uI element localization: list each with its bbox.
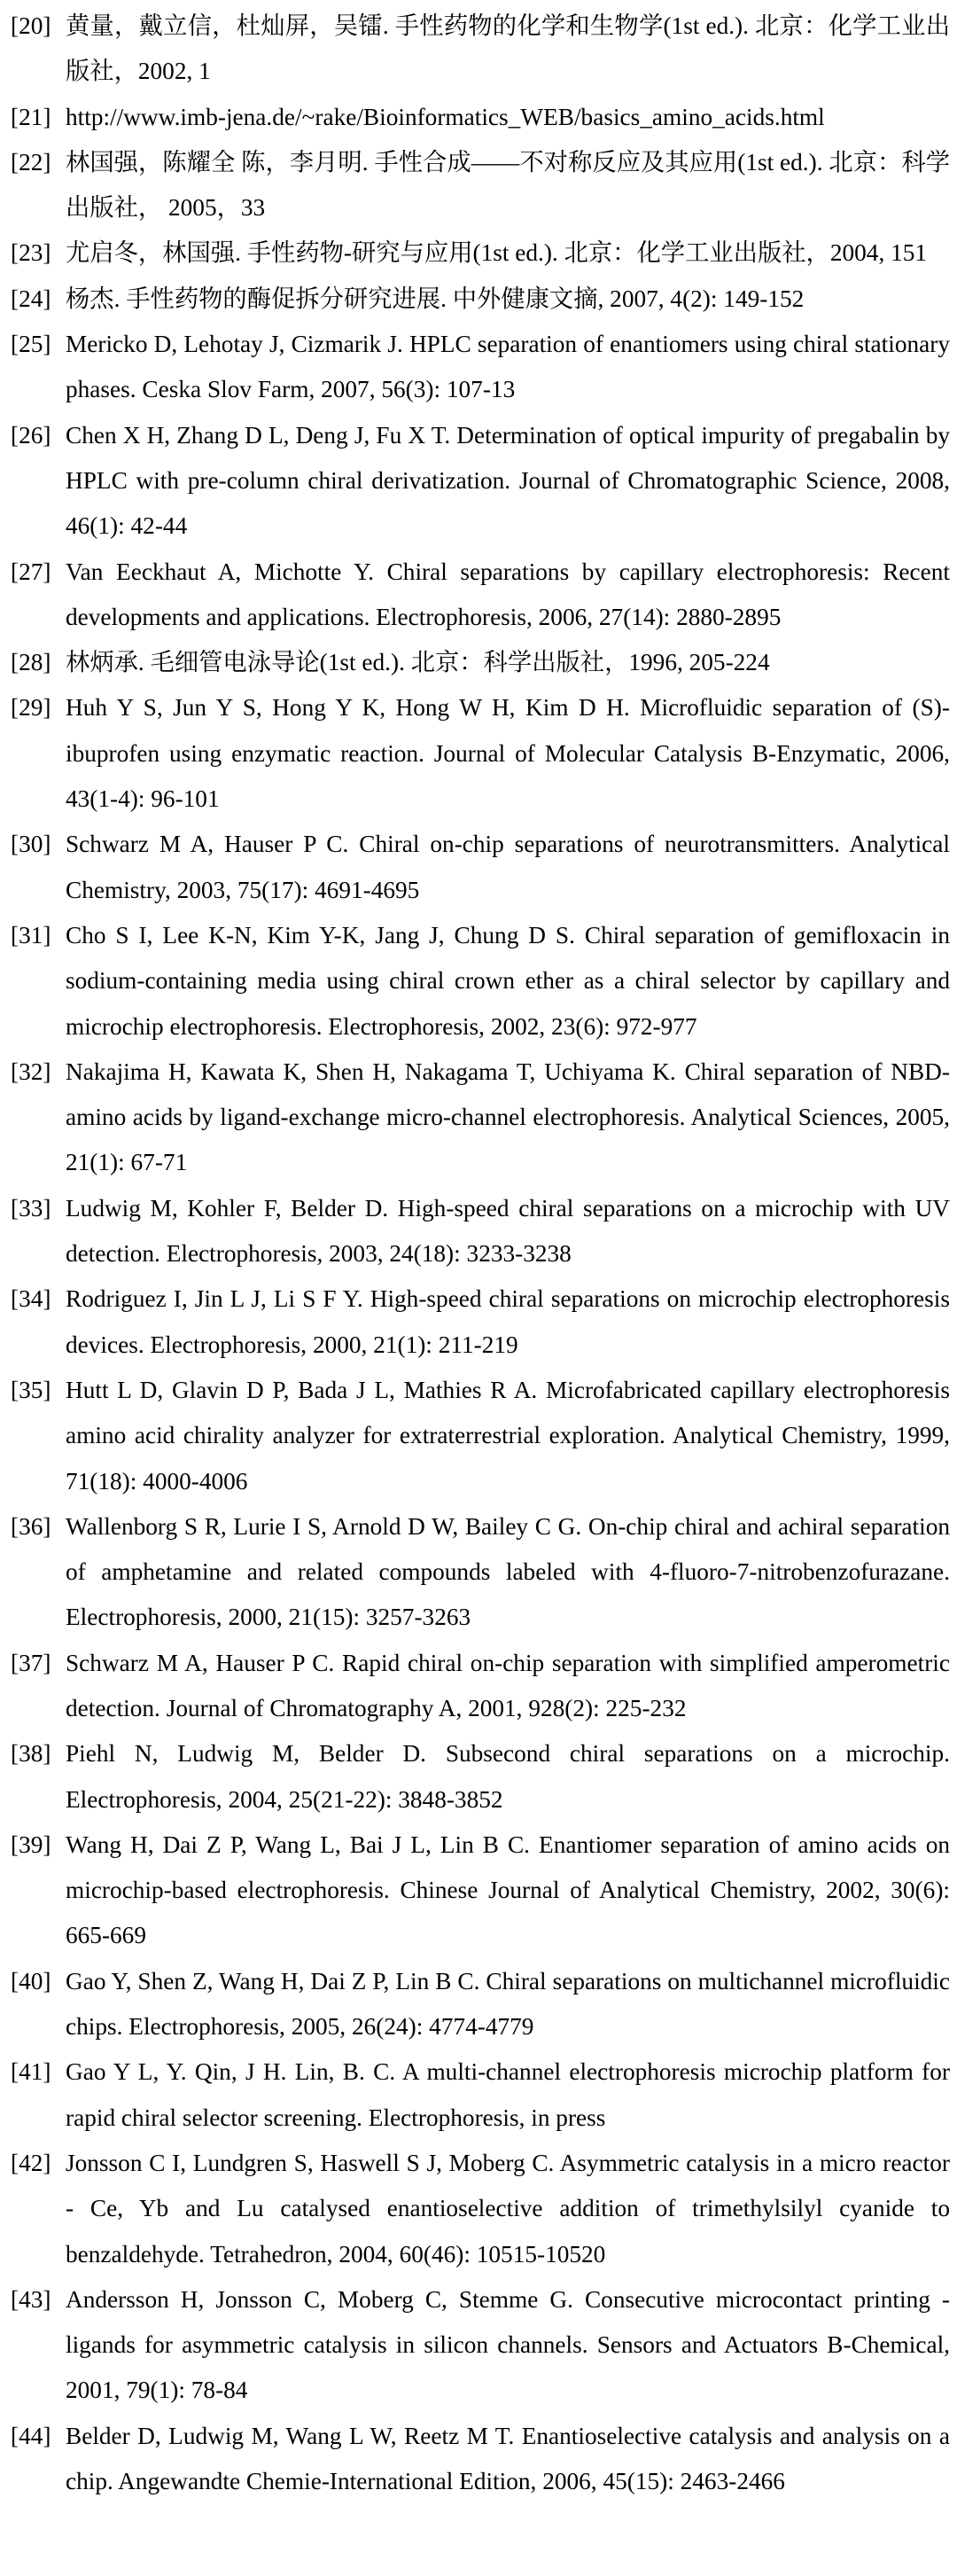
reference-text: 尤启冬，林国强. 手性药物-研究与应用(1st ed.). 北京：化学工业出版社，2004, 151 (66, 239, 928, 267)
reference-number: [43] (11, 2285, 51, 2313)
reference-entry (11, 95, 950, 140)
reference-entry (11, 1641, 950, 1732)
reference-text: Ludwig M, Kohler F, Belder D. High-speed chiral separations on a microchip with UV detection. Electrophoresis, 2003, 24(18): 3233-3238 (66, 1194, 950, 1268)
reference-number: [22] (11, 148, 51, 176)
reference-text: Wallenborg S R, Lurie I S, Arnold D W, Bailey C G. On-chip chiral and achiral separation of amphetamine and related compounds labeled with 4-fluoro-7-nitrobenzofurazane. Electrophoresis, 2000, 21(15): 3257-3263 (66, 1512, 950, 1631)
reference-text: Belder D, Ludwig M, Wang L W, Reetz M T. Enantioselective catalysis and analysis on a chip. Angewandte Chemie-International Edition, 2006, 45(15): 2463-2466 (66, 2422, 950, 2495)
reference-number: [44] (11, 2422, 51, 2449)
reference-entry (11, 2049, 950, 2141)
reference-entry (11, 140, 950, 231)
reference-number: [30] (11, 831, 51, 858)
reference-number: [42] (11, 2149, 51, 2176)
reference-text: 林炳承. 毛细管电泳导论(1st ed.). 北京：科学出版社，1996, 205-224 (66, 649, 770, 676)
reference-text: Andersson H, Jonsson C, Moberg C, Stemme G. Consecutive microcontact printing - ligands for asymmetric catalysis in silicon channels. Sensors and Actuators B-Chemical, 2001, 79(1): 78-84 (66, 2285, 950, 2404)
reference-entry (11, 1368, 950, 1504)
reference-entry (11, 913, 950, 1050)
reference-entry (11, 230, 950, 276)
reference-entry (11, 1823, 950, 1959)
reference-text: http://www.imb-jena.de/~rake/Bioinformatics_WEB/basics_amino_acids.html (66, 103, 825, 130)
reference-number: [21] (11, 103, 51, 130)
reference-entry (11, 685, 950, 822)
reference-entry (11, 1186, 950, 1277)
reference-entry (11, 1504, 950, 1641)
reference-text: Wang H, Dai Z P, Wang L, Bai J L, Lin B C. Enantiomer separation of amino acids on microchip-based electrophoresis. Chinese Journal of Analytical Chemistry, 2002, 30(6): 665-669 (66, 1831, 950, 1949)
reference-number: [31] (11, 921, 51, 948)
reference-entry (11, 413, 950, 550)
reference-number: [29] (11, 694, 51, 722)
reference-number: [37] (11, 1649, 51, 1676)
reference-entry (11, 4, 950, 95)
reference-text: 黄量，戴立信，杜灿屏，吴镭. 手性药物的化学和生物学(1st ed.). 北京：化学工业出版社，2002, 1 (66, 12, 950, 85)
reference-text: Schwarz M A, Hauser P C. Rapid chiral on-chip separation with simplified amperometric detection. Journal of Chromatography A, 2001, 928(2): 225-232 (66, 1649, 950, 1721)
reference-entry (11, 2141, 950, 2277)
reference-number: [38] (11, 1740, 51, 1768)
reference-entry (11, 1731, 950, 1823)
reference-text: Jonsson C I, Lundgren S, Haswell S J, Moberg C. Asymmetric catalysis in a micro reactor - Ce, Yb and Lu catalysed enantioselective addition of trimethylsilyl cyanide to benzaldehyde. Tetrahedron, 2004, 60(46): 10515-10520 (66, 2149, 950, 2268)
reference-text: Van Eeckhaut A, Michotte Y. Chiral separations by capillary electrophoresis: Recent developments and applications. Electrophoresis, 2006, 27(14): 2880-2895 (66, 558, 950, 630)
reference-number: [39] (11, 1831, 51, 1858)
reference-text: Gao Y, Shen Z, Wang H, Dai Z P, Lin B C. Chiral separations on multichannel microfluidic chips. Electrophoresis, 2005, 26(24): 4774-4779 (66, 1967, 950, 2041)
reference-number: [24] (11, 285, 51, 312)
reference-entry (11, 550, 950, 641)
reference-entry (11, 2277, 950, 2414)
reference-text: 杨杰. 手性药物的酶促拆分研究进展. 中外健康文摘, 2007, 4(2): 149-152 (66, 285, 805, 312)
reference-text: Piehl N, Ludwig M, Belder D. Subsecond chiral separations on a microchip. Electrophoresis, 2004, 25(21-22): 3848-3852 (66, 1740, 950, 1813)
reference-entry (11, 2414, 950, 2505)
reference-entry (11, 822, 950, 913)
reference-text: Nakajima H, Kawata K, Shen H, Nakagama T, Uchiyama K. Chiral separation of NBD-amino acids by ligand-exchange micro-channel electrophoresis. Analytical Sciences, 2005, 21(1): 67-71 (66, 1058, 950, 1176)
reference-text: Huh Y S, Jun Y S, Hong Y K, Hong W H, Kim D H. Microfluidic separation of (S)-ibuprofen using enzymatic reaction. Journal of Molecular Catalysis B-Enzymatic, 2006, 43(1-4): 96-101 (66, 694, 950, 813)
reference-number: [40] (11, 1967, 51, 1994)
reference-text: Hutt L D, Glavin D P, Bada J L, Mathies R A. Microfabricated capillary electrophoresis amino acid chirality analyzer for extraterrestrial exploration. Analytical Chemistry, 1999, 71(18): 4000-4006 (66, 1376, 950, 1495)
reference-number: [25] (11, 331, 51, 358)
reference-text: Gao Y L, Y. Qin, J H. Lin, B. C. A multi-channel electrophoresis microchip platform for rapid chiral selector screening. Electrophoresis, in press (66, 2058, 950, 2131)
reference-text: Rodriguez I, Jin L J, Li S F Y. High-speed chiral separations on microchip electrophoresis devices. Electrophoresis, 2000, 21(1): 211-219 (66, 1285, 950, 1358)
reference-number: [33] (11, 1194, 51, 1222)
reference-text: 林国强，陈耀全 陈，李月明. 手性合成——不对称反应及其应用(1st ed.). 北京：科学出版社， 2005，33 (66, 148, 950, 222)
reference-text: Mericko D, Lehotay J, Cizmarik J. HPLC separation of enantiomers using chiral stationary phases. Ceska Slov Farm, 2007, 56(3): 107-13 (66, 331, 950, 403)
reference-text: Chen X H, Zhang D L, Deng J, Fu X T. Determination of optical impurity of pregabalin by HPLC with pre-column chiral derivatization. Journal of Chromatographic Science, 2008, 46(1): 42-44 (66, 421, 950, 540)
reference-number: [34] (11, 1285, 51, 1313)
reference-number: [32] (11, 1058, 51, 1085)
reference-entry (11, 322, 950, 413)
reference-number: [28] (11, 649, 51, 676)
reference-entry (11, 640, 950, 685)
reference-number: [36] (11, 1512, 51, 1540)
reference-number: [35] (11, 1376, 51, 1403)
reference-text: Cho S I, Lee K-N, Kim Y-K, Jang J, Chung D S. Chiral separation of gemifloxacin in sodium-containing media using chiral crown ether as a chiral selector by capillary and microchip electrophoresis. Electrophoresis, 2002, 23(6): 972-977 (66, 921, 950, 1040)
reference-entry (11, 1050, 950, 1186)
reference-text: Schwarz M A, Hauser P C. Chiral on-chip separations of neurotransmitters. Analytical Chemistry, 2003, 75(17): 4691-4695 (66, 831, 950, 903)
reference-number: [41] (11, 2058, 51, 2086)
reference-number: [26] (11, 421, 51, 449)
reference-entry (11, 1276, 950, 1368)
reference-number: [23] (11, 239, 51, 267)
reference-number: [27] (11, 558, 51, 585)
reference-number: [20] (11, 12, 51, 39)
reference-entry (11, 1959, 950, 2050)
reference-entry (11, 277, 950, 322)
